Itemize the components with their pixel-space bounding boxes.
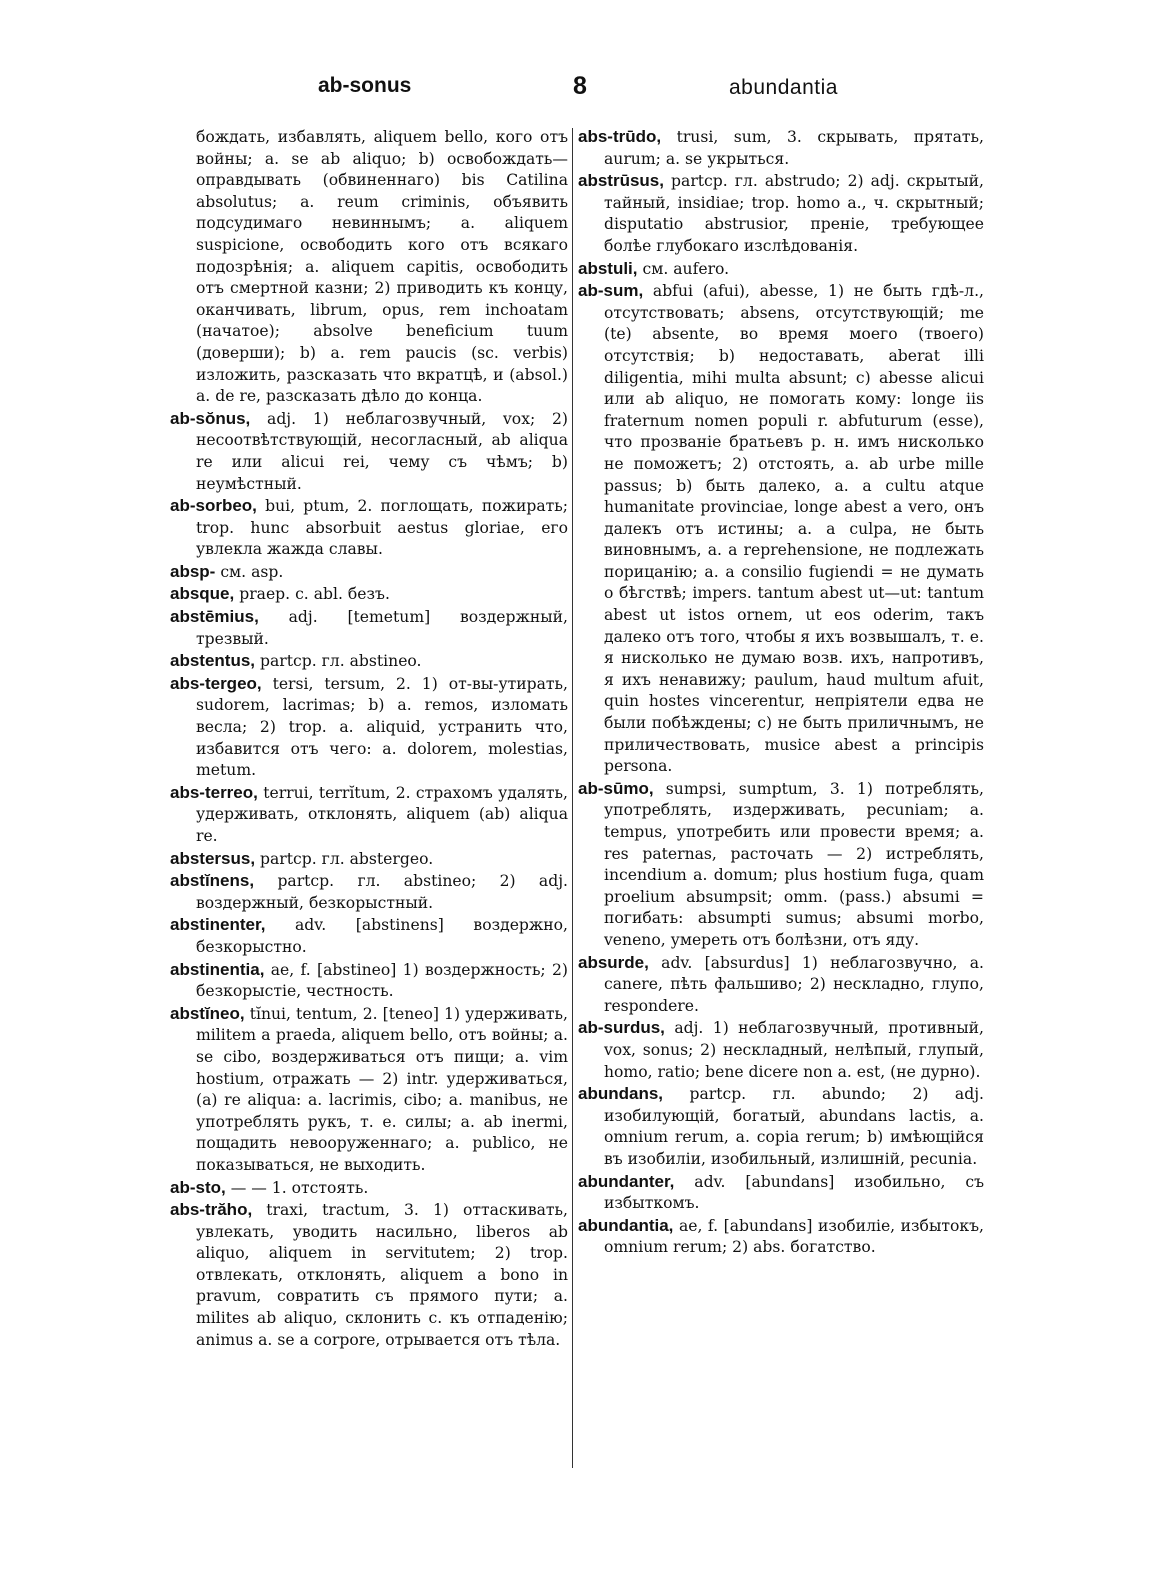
definition: см. aufero.	[642, 259, 730, 278]
definition: terrui, terrĭtum, 2. страхомъ удалять, удерживать, отклонять, aliquem (ab) aliqua re.	[196, 783, 568, 845]
left-guide-word: ab-sonus	[318, 74, 412, 97]
definition: adj. 1) неблагозвучный, vox; 2) несоотвѣтствующій, несогласный, ab aliqua re или alicui rei, чему съ чѣмъ; b) неумѣстный.	[196, 409, 568, 493]
dictionary-entry	[578, 1215, 984, 1259]
definition: adv. [abundans] изобильно, съ избыткомъ.	[604, 1172, 984, 1213]
dictionary-entry	[170, 583, 568, 606]
definition: partcp. гл. abstineo; 2) adj. воздержный, безкорыстный.	[196, 872, 568, 912]
headword: abundantia,	[578, 1215, 674, 1235]
headword: abs-terreo,	[170, 782, 258, 802]
definition: partcp. гл. abstergeo.	[260, 849, 434, 868]
definition: adv. [absurdus] 1) неблагозвучно, a. canere, пѣть фальшиво; 2) нескладно, глупо, respondere.	[604, 953, 984, 1015]
headword: abstinentia,	[170, 959, 265, 979]
dictionary-entry	[170, 1177, 568, 1200]
definition: ae, f. [abstineo] 1) воздержность; 2) безкорыстіе, честность.	[196, 960, 568, 1001]
definition: traxi, tractum, 3. 1) оттаскивать, увлекать, уводить насильно, liberos ab aliquo, aliquem in servitutem; 2) trop. отвлекать, отклонять, aliquem a bono in pravum, совратить съ прямого пути; a. milites ab aliquo, склонить с. къ отпаденію; animus a. se a corpore, отрывается отъ тѣла.	[196, 1201, 568, 1349]
definition: sumpsi, sumptum, 3. 1) потреблять, употреблять, издерживать, pecuniam; a. tempus, употребить или провести время; a. res paternas, расточать — 2) истреблять, incendium a. domum; plus hostium fuga, quam proelium absumpsit; omm. (pass.) absumi = погибать: absumpti sumus; absumi morbo, veneno, умереть отъ болѣзни, отъ яду.	[604, 779, 984, 949]
definition: tersi, tersum, 2. 1) от-вы-утирать, sudorem, lacrimas; b) a. remos, изломать весла; 2) trop. a. aliquid, устранить что, избавится отъ чего: a. dolorem, molestias, metum.	[196, 674, 568, 780]
dictionary-entry	[578, 258, 984, 281]
headword: abundans,	[578, 1084, 664, 1104]
dictionary-entry	[170, 914, 568, 958]
dictionary-entry	[170, 870, 568, 914]
left-column	[170, 126, 568, 1351]
right-column	[578, 126, 984, 1259]
dictionary-entry	[578, 1171, 984, 1215]
headword: abs-tergeo,	[170, 673, 262, 693]
headword: absp-	[170, 561, 216, 581]
headword: ab-sūmo,	[578, 778, 654, 798]
dictionary-entry	[170, 126, 568, 408]
dictionary-entry	[578, 280, 984, 778]
running-header	[0, 70, 1163, 110]
definition: tĭnui, tentum, 2. [teneo] 1) удерживать, militem a praeda, aliquem bello, отъ войны; a. se cibo, воздерживаться отъ пищи; a. vim hostium, отражать — 2) intr. удерживаться, (a) re aliqua: a. lacrimis, cibo; a. manibus, не употреблять рукъ, т. е. силы; a. ab inermi, пощадить невооруженнаго; a. publico, не показываться, не выходить.	[196, 1004, 568, 1174]
headword: abstinenter,	[170, 915, 266, 935]
definition: adj. 1) неблагозвучный, противный, vox, sonus; 2) нескладный, нелѣпый, глупый, homo, ratio; bene dicere non a. est, (не дурно).	[604, 1019, 984, 1081]
dictionary-entry	[578, 126, 984, 170]
definition: partcp. гл. abstineo.	[260, 652, 422, 671]
headword: abstentus,	[170, 651, 256, 671]
dictionary-entry	[170, 495, 568, 561]
headword: abstrūsus,	[578, 171, 664, 191]
headword: abstĭneo,	[170, 1003, 245, 1023]
definition: ae, f. [abundans] изобиліе, избытокъ, omnium rerum; 2) abs. богатство.	[604, 1216, 984, 1257]
dictionary-entry	[170, 1199, 568, 1351]
dictionary-entry	[170, 650, 568, 673]
page-number: 8	[573, 72, 587, 100]
headword: ab-sto,	[170, 1177, 226, 1197]
dictionary-entry	[170, 408, 568, 495]
dictionary-entry	[170, 673, 568, 782]
definition: praep. c. abl. безъ.	[239, 585, 390, 604]
headword: abstĭnens,	[170, 871, 255, 891]
dictionary-entry	[578, 952, 984, 1018]
headword: absque,	[170, 584, 235, 604]
dictionary-entry	[578, 1083, 984, 1170]
dictionary-entry	[170, 1003, 568, 1177]
definition: bui, ptum, 2. поглощать, пожирать; trop. hunc absorbuit aestus gloriae, его увлекла жажда славы.	[196, 497, 568, 559]
definition: adv. [abstinens] воздержно, безкорыстно.	[196, 916, 568, 956]
headword: abs-trūdo,	[578, 127, 662, 146]
headword: ab-surdus,	[578, 1018, 665, 1038]
headword: ab-sorbeo,	[170, 496, 257, 516]
dictionary-entry	[170, 959, 568, 1003]
definition: см. asp.	[220, 562, 284, 581]
definition: partcp. гл. abstrudo; 2) adj. скрытый, тайный, insidiae; trop. homo a., ч. скрытный; disputatio abstrusior, преніе, требующее болѣе глубокаго изслѣдованія.	[604, 172, 984, 255]
dictionary-entry	[170, 606, 568, 650]
dictionary-entry	[578, 778, 984, 952]
headword: abs-trăho,	[170, 1200, 253, 1220]
headword: abstēmius,	[170, 607, 259, 627]
dictionary-entry	[170, 782, 568, 848]
column-divider	[572, 128, 573, 1468]
definition: — — 1. отстоять.	[230, 1178, 369, 1197]
headword: abstuli,	[578, 258, 638, 278]
dictionary-entry	[170, 561, 568, 584]
dictionary-entry	[170, 848, 568, 871]
definition: partcp. гл. abundo; 2) adj. изобилующій, богатый, abundans lactis, a. omnium rerum, a. copia rerum; b) имѣющійся въ изобиліи, изобильный, излишній, pecunia.	[604, 1085, 984, 1168]
definition: бождать, избавлять, aliquem bello, кого отъ войны; a. se ab aliquo; b) освобождать—оправдывать (обвиненнаго) bis Catilina absolutus; a. reum criminis, объявить подсудимаго невиннымъ; a. aliquem suspicione, освободить кого отъ всякаго подозрѣнія; a. aliquem capitis, освободить отъ смертной казни; 2) приводить къ концу, оканчивать, librum, opus, rem inchoatam (начатое); absolve beneficium tuum (доверши); b) a. rem paucis (sc. verbis) изложить, разсказать что вкратцѣ, и (absol.) a. de re, разсказать дѣло до конца.	[196, 128, 568, 406]
headword: abundanter,	[578, 1171, 675, 1191]
definition: adj. [temetum] воздержный, трезвый.	[196, 608, 568, 648]
definition: trusi, sum, 3. скрывать, прятать, aurum; a. se укрыться.	[604, 128, 985, 168]
dictionary-entry	[578, 170, 984, 257]
headword: ab-sum,	[578, 281, 644, 301]
right-guide-word: abundantia	[729, 76, 838, 99]
headword: absurde,	[578, 952, 649, 972]
definition: abfui (afui), abesse, 1) не быть гдѣ-л., отсутствовать; absens, отсутствующій; me (te) absente, во время моего (твоего) отсутствія; b) недоставать, aberat illi diligentia, mihi multa absunt; c) abesse alicui или ab aliquo, не помогать кому: longe iis fraternum nomen populi r. abfuturum (esse), что прозваніе братьевъ р. н. имъ нисколько не поможетъ; 2) отстоять, a. ab urbe mille passus; b) быть далеко, a. a cultu atque humanitate provinciae, longe abest a vero, онъ далекъ отъ истины; a. a culpa, не быть виновнымъ, a. a reprehensione, не подлежать порицанію; a. a consilio fugiendi = не думать о бѣгствѣ; impers. tantum abest ut—ut: tantum abest ut istos ornem, ut eos oderim, такъ далеко отъ того, чтобы я ихъ возвышалъ, т. е. я нисколько не думаю возв. ихъ, напротивъ, я ихъ ненавижу; paulum, haud multum afuit, quin hostes vincerentur, непріятели едва не были побѣждены; c) не быть приличнымъ, не приличествовать, musice abest a principis persona.	[604, 282, 984, 776]
headword: ab-sŏnus,	[170, 408, 251, 428]
headword: abstersus,	[170, 848, 256, 868]
dictionary-entry	[578, 1017, 984, 1083]
